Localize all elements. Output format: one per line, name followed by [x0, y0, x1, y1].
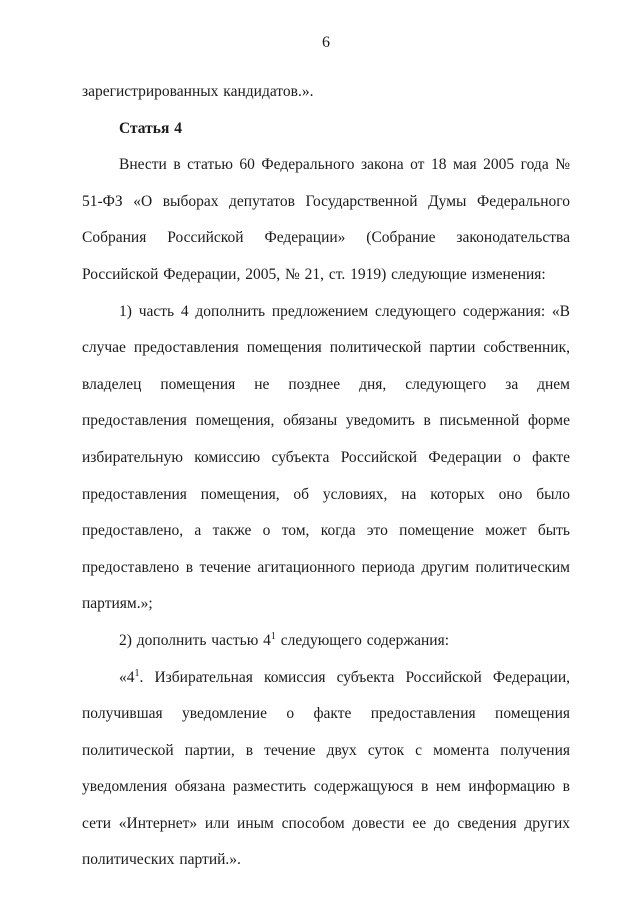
paragraph-item-2 [82, 623, 570, 660]
paragraph-continuation: зарегистрированных кандидатов.». [82, 83, 314, 100]
paragraph-part-4-1 [82, 660, 570, 880]
text-run: «4 [119, 668, 135, 686]
page-number: 6 [322, 34, 330, 51]
superscript-one: 1 [134, 667, 140, 679]
superscript-one: 1 [270, 630, 276, 642]
text-run: следующего содержания: [275, 631, 450, 649]
article-heading: Статья 4 [119, 119, 182, 137]
paragraph-item-1: 1) часть 4 дополнить предложением следующего содержания: «В случае предоставления помещения политической партии собственник, владелец помещения не позднее дня, следующего за днем предоставления помещения, обязаны уведомить в письменной форме избирательную комиссию субъекта Российской Федерации о факте предоставления помещения, об условиях, на которых оно было предоставлено, а также о том, когда это помещение может быть предоставлено в течение агитационного периода другим политическим партиям.»; [82, 302, 570, 613]
paragraph-intro: Внести в статью 60 Федерального закона от 18 мая 2005 года № 51-ФЗ «О выборах депутатов Государственной Думы Федерального Собрания Российской Федерации» (Собрание законодательства Российской Федерации, 2005, № 21, ст. 1919) следующие изменения: [82, 156, 570, 283]
text-run: 2) дополнить частью 4 [119, 631, 271, 649]
text-run: . Избирательная комиссия субъекта Российской Федерации, получившая уведомление о факте предоставления помещения политической партии, в течение двух суток с момента получения уведомления обязана разместить содержащуюся в нем информацию в сети «Интернет» или иным способом довести ее до сведения других политических партий.». [82, 668, 570, 869]
